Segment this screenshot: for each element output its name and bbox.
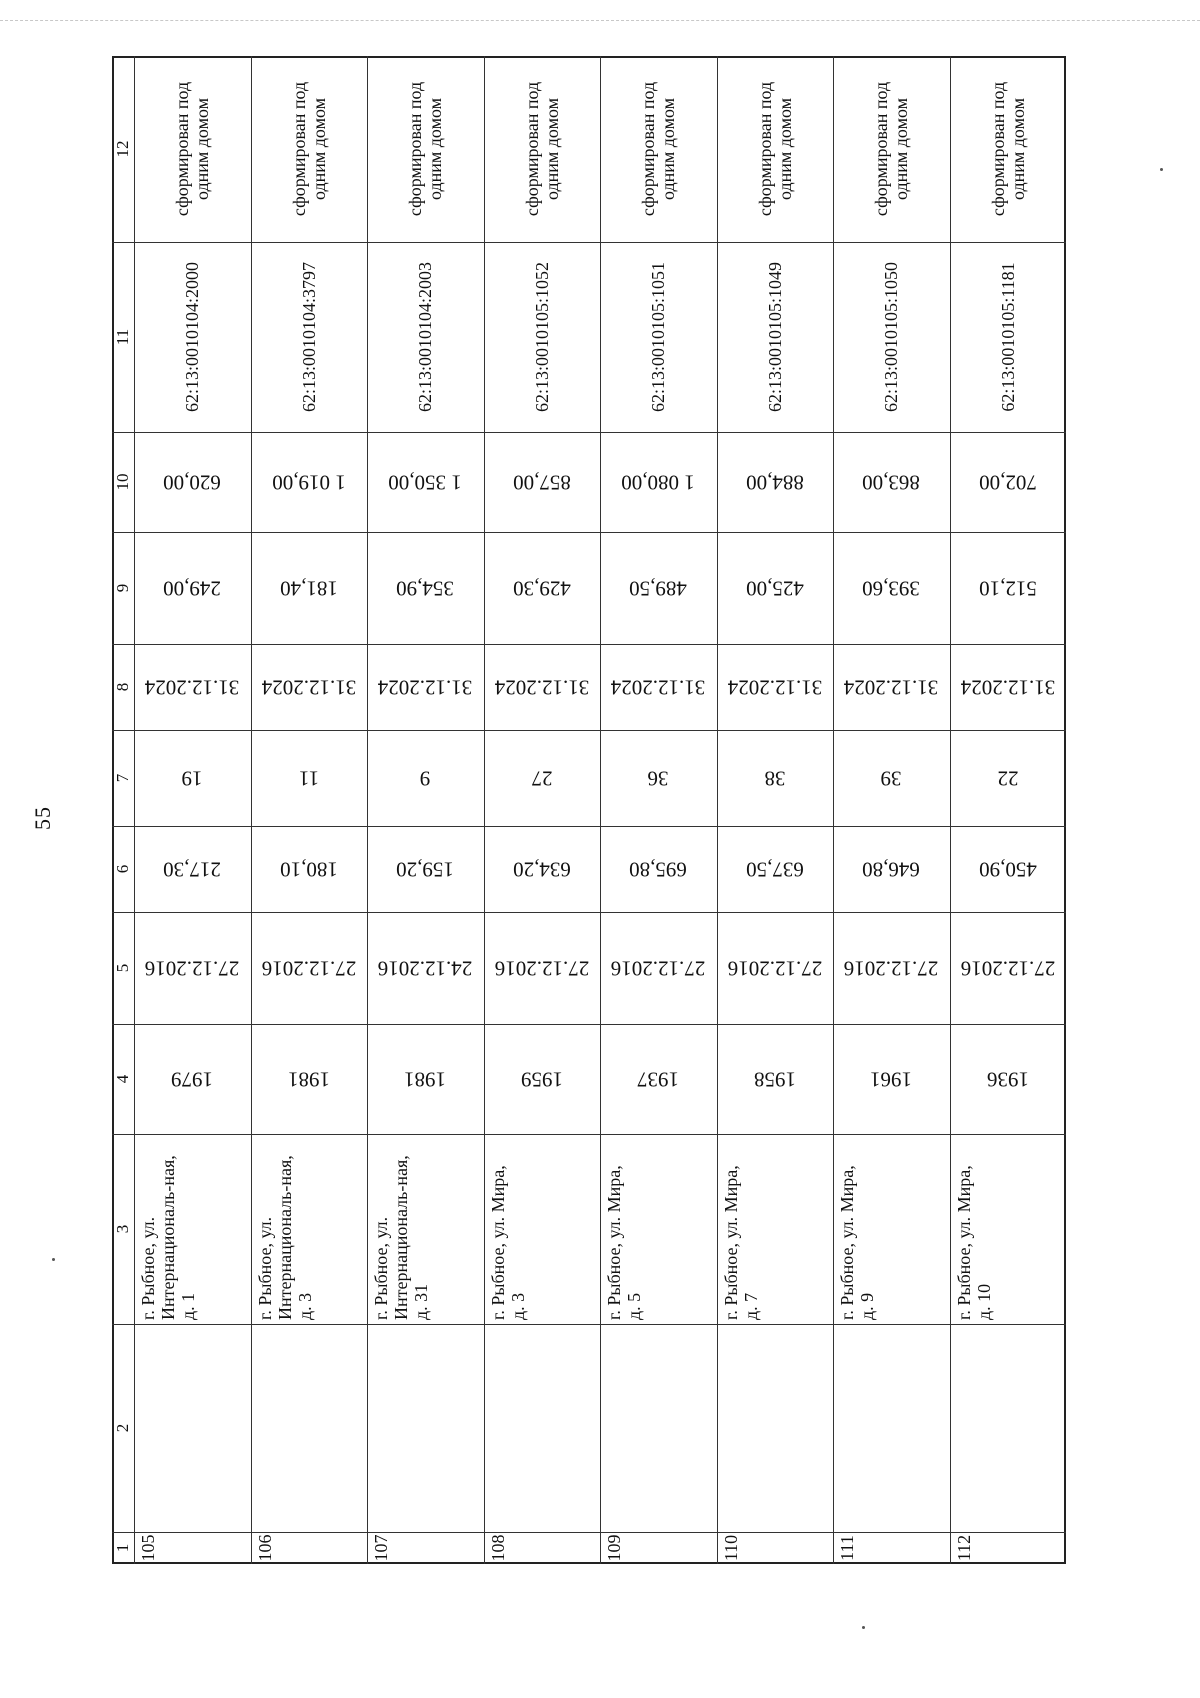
table-cell-status xyxy=(367,56,484,242)
cell-text-num: 110 xyxy=(720,1534,741,1562)
column-header-label: 10 xyxy=(113,473,132,491)
column-header xyxy=(112,912,134,1024)
cell-text-count: 27 xyxy=(531,766,553,791)
column-header xyxy=(112,826,134,912)
cell-text-col9: 249,00 xyxy=(163,576,222,601)
cell-text-area: 695,80 xyxy=(629,857,688,882)
table-cell-col10 xyxy=(600,432,717,532)
table-cell-deadline xyxy=(950,644,1067,730)
table-cell-col10 xyxy=(134,432,251,532)
cell-text-area: 159,20 xyxy=(396,857,455,882)
table-cell-col9 xyxy=(600,532,717,644)
table-cell-status xyxy=(833,56,950,242)
table-cell-count xyxy=(600,730,717,826)
cell-text-cadastral: 62:13:0010104:2003 xyxy=(415,261,436,413)
table-cell-col10 xyxy=(367,432,484,532)
table-cell-area xyxy=(717,826,834,912)
table-cell-deadline xyxy=(717,644,834,730)
table-cell-cadastral xyxy=(367,242,484,432)
page-number: 55 xyxy=(30,806,55,830)
table-cell-num xyxy=(367,1532,484,1564)
cell-text-status: сформирован под одним домом xyxy=(871,81,912,217)
cell-text-col10: 702,00 xyxy=(978,470,1037,495)
table-cell-status xyxy=(484,56,601,242)
cell-text-num: 107 xyxy=(371,1534,391,1562)
table-cell-area xyxy=(367,826,484,912)
cell-text-count: 36 xyxy=(647,766,669,791)
table-cell-count xyxy=(484,730,601,826)
column-header-label: 9 xyxy=(113,583,132,593)
cell-text-num: 106 xyxy=(254,1534,275,1562)
table-cell-cadastral xyxy=(484,242,601,432)
column-header-label: 3 xyxy=(113,1224,132,1234)
table-cell-status xyxy=(600,56,717,242)
table-cell-count xyxy=(950,730,1067,826)
cell-text-status: сформирован под одним домом xyxy=(288,81,329,217)
cell-text-deadline: 31.12.2024 xyxy=(261,675,356,700)
table-cell-address xyxy=(950,1134,1067,1324)
cell-text-col10: 863,00 xyxy=(862,470,921,495)
table-cell-status xyxy=(717,56,834,242)
cell-text-col9: 512,10 xyxy=(978,576,1037,601)
table-cell-deadline xyxy=(600,644,717,730)
table-cell-status xyxy=(134,56,251,242)
table-cell-col10 xyxy=(950,432,1067,532)
column-header xyxy=(112,730,134,826)
cell-text-address: г. Рыбное, ул. Мира, д. 10 xyxy=(953,1165,994,1320)
cell-text-col10: 884,00 xyxy=(745,470,804,495)
table-cell-col9 xyxy=(251,532,368,644)
table-cell-col2 xyxy=(600,1324,717,1532)
column-header-label: 7 xyxy=(113,773,132,783)
table-cell-address xyxy=(251,1134,368,1324)
table-cell-num xyxy=(600,1532,717,1564)
cell-text-col10: 1 019,00 xyxy=(272,470,346,495)
column-header xyxy=(112,1024,134,1134)
cell-text-area: 646,80 xyxy=(862,857,921,882)
cell-text-deadline: 31.12.2024 xyxy=(494,675,589,700)
cell-text-col10: 1 350,00 xyxy=(388,470,462,495)
cell-text-count: 11 xyxy=(298,766,319,791)
table-cell-cadastral xyxy=(600,242,717,432)
table-cell-count xyxy=(134,730,251,826)
table-cell-num xyxy=(717,1532,834,1564)
table-cell-status xyxy=(251,56,368,242)
table-cell-date xyxy=(367,912,484,1024)
cell-text-col9: 429,30 xyxy=(512,576,571,601)
table-cell-date xyxy=(717,912,834,1024)
table-cell-year xyxy=(251,1024,368,1134)
table-cell-area xyxy=(950,826,1067,912)
cell-text-deadline: 31.12.2024 xyxy=(844,675,939,700)
column-header-label: 8 xyxy=(113,682,132,692)
cell-text-col9: 354,90 xyxy=(396,576,455,601)
table-cell-cadastral xyxy=(717,242,834,432)
cell-text-address: г. Рыбное, ул. Интернациональ-ная, д. 3 xyxy=(254,1155,315,1320)
cell-text-address: г. Рыбное, ул. Интернациональ-ная, д. 1 xyxy=(138,1155,198,1320)
table-cell-cadastral xyxy=(134,242,251,432)
cell-text-cadastral: 62:13:0010105:1052 xyxy=(531,261,552,413)
table-cell-date xyxy=(833,912,950,1024)
cell-text-address: г. Рыбное, ул. Мира, д. 7 xyxy=(720,1165,761,1320)
table-cell-col2 xyxy=(717,1324,834,1532)
cell-text-deadline: 31.12.2024 xyxy=(960,675,1055,700)
table-cell-col10 xyxy=(833,432,950,532)
cell-text-address: г. Рыбное, ул. Мира, д. 5 xyxy=(604,1165,644,1320)
cell-text-count: 39 xyxy=(880,766,902,791)
table-cell-year xyxy=(717,1024,834,1134)
table-cell-date xyxy=(251,912,368,1024)
cell-text-date: 27.12.2016 xyxy=(261,956,356,981)
column-header xyxy=(112,432,134,532)
table-cell-col2 xyxy=(251,1324,368,1532)
table-cell-date xyxy=(484,912,601,1024)
table-cell-count xyxy=(367,730,484,826)
table-cell-area xyxy=(484,826,601,912)
cell-text-area: 180,10 xyxy=(279,857,338,882)
cell-text-num: 105 xyxy=(138,1534,158,1562)
cell-text-date: 27.12.2016 xyxy=(611,956,706,981)
scan-edge xyxy=(0,0,1200,21)
cell-text-cadastral: 62:13:0010104:2000 xyxy=(182,261,203,413)
table-cell-count xyxy=(251,730,368,826)
table-cell-col10 xyxy=(484,432,601,532)
cell-text-cadastral: 62:13:0010105:1181 xyxy=(997,262,1018,412)
cell-text-year: 1961 xyxy=(870,1067,913,1092)
table-cell-address xyxy=(600,1134,717,1324)
table-cell-area xyxy=(134,826,251,912)
cell-text-status: сформирован под одним домом xyxy=(405,81,446,217)
cell-text-status: сформирован под одним домом xyxy=(172,81,213,217)
cell-text-col9: 425,00 xyxy=(745,576,804,601)
cell-text-cadastral: 62:13:0010105:1050 xyxy=(881,261,902,413)
table-cell-address xyxy=(484,1134,601,1324)
table-cell-num xyxy=(833,1532,950,1564)
cell-text-count: 19 xyxy=(181,766,203,791)
cell-text-num: 111 xyxy=(837,1535,857,1561)
cell-text-year: 1958 xyxy=(753,1067,796,1092)
column-header xyxy=(112,1134,134,1324)
cell-text-year: 1937 xyxy=(637,1067,680,1092)
table-cell-deadline xyxy=(251,644,368,730)
cell-text-count: 38 xyxy=(764,766,786,791)
cell-text-col9: 489,50 xyxy=(629,576,688,601)
table-cell-col9 xyxy=(367,532,484,644)
column-header xyxy=(112,1532,134,1564)
cell-text-date: 27.12.2016 xyxy=(844,956,939,981)
column-header xyxy=(112,644,134,730)
table-cell-year xyxy=(600,1024,717,1134)
cell-text-num: 108 xyxy=(487,1534,508,1562)
cell-text-col9: 181,40 xyxy=(279,576,338,601)
table-cell-col2 xyxy=(833,1324,950,1532)
cell-text-count: 22 xyxy=(997,766,1019,791)
cell-text-col10: 857,00 xyxy=(512,470,571,495)
cell-text-date: 27.12.2016 xyxy=(145,956,240,981)
column-header xyxy=(112,56,134,242)
table-cell-address xyxy=(833,1134,950,1324)
table-cell-col9 xyxy=(717,532,834,644)
table-cell-num xyxy=(484,1532,601,1564)
column-header xyxy=(112,242,134,432)
column-header-label: 5 xyxy=(113,963,132,973)
cell-text-year: 1959 xyxy=(520,1067,563,1092)
column-header-label: 12 xyxy=(113,140,132,158)
table-cell-count xyxy=(833,730,950,826)
scan-speck xyxy=(52,1258,55,1261)
cell-text-address: г. Рыбное, ул. Интернациональ-ная, д. 31 xyxy=(371,1155,431,1320)
table-cell-area xyxy=(833,826,950,912)
column-header xyxy=(112,532,134,644)
cell-text-date: 24.12.2016 xyxy=(378,956,473,981)
column-header xyxy=(112,1324,134,1532)
cell-text-area: 634,20 xyxy=(512,857,571,882)
table-cell-year xyxy=(833,1024,950,1134)
table-cell-col9 xyxy=(484,532,601,644)
table-cell-deadline xyxy=(484,644,601,730)
table-cell-cadastral xyxy=(833,242,950,432)
cell-text-area: 450,90 xyxy=(978,857,1037,882)
table-cell-year xyxy=(134,1024,251,1134)
table-cell-status xyxy=(950,56,1067,242)
cell-text-cadastral: 62:13:0010104:3797 xyxy=(298,261,319,413)
table-cell-col9 xyxy=(950,532,1067,644)
cell-text-date: 27.12.2016 xyxy=(727,956,822,981)
scan-speck xyxy=(1160,168,1163,171)
table-cell-num xyxy=(134,1532,251,1564)
cell-text-deadline: 31.12.2024 xyxy=(611,675,706,700)
table-cell-year xyxy=(484,1024,601,1134)
table-cell-address xyxy=(717,1134,834,1324)
table-cell-cadastral xyxy=(950,242,1067,432)
column-header-label: 4 xyxy=(113,1074,132,1084)
cell-text-address: г. Рыбное, ул. Мира, д. 9 xyxy=(837,1165,877,1320)
table-cell-date xyxy=(600,912,717,1024)
column-header-label: 6 xyxy=(113,864,132,874)
table-cell-col10 xyxy=(717,432,834,532)
table-cell-deadline xyxy=(134,644,251,730)
cell-text-date: 27.12.2016 xyxy=(960,956,1055,981)
column-header-label: 11 xyxy=(113,328,132,346)
table-cell-area xyxy=(600,826,717,912)
table-cell-col2 xyxy=(134,1324,251,1532)
column-header-label: 2 xyxy=(113,1423,132,1433)
cell-text-year: 1936 xyxy=(986,1067,1029,1092)
table-cell-deadline xyxy=(833,644,950,730)
column-header-label: 1 xyxy=(113,1543,132,1553)
table-cell-num xyxy=(950,1532,1067,1564)
scan-speck xyxy=(862,1626,865,1629)
cell-text-col9: 393,60 xyxy=(862,576,921,601)
data-table xyxy=(112,56,1066,1564)
cell-text-year: 1981 xyxy=(404,1067,447,1092)
cell-text-area: 217,30 xyxy=(163,857,222,882)
table-cell-count xyxy=(717,730,834,826)
cell-text-num: 109 xyxy=(604,1534,624,1562)
cell-text-num: 112 xyxy=(953,1534,974,1562)
table-cell-col9 xyxy=(134,532,251,644)
table-cell-address xyxy=(367,1134,484,1324)
cell-text-deadline: 31.12.2024 xyxy=(378,675,473,700)
cell-text-col10: 1 080,00 xyxy=(621,470,695,495)
table-cell-cadastral xyxy=(251,242,368,432)
table-cell-year xyxy=(367,1024,484,1134)
table-cell-year xyxy=(950,1024,1067,1134)
cell-text-status: сформирован под одним домом xyxy=(521,81,562,217)
cell-text-deadline: 31.12.2024 xyxy=(145,675,240,700)
cell-text-date: 27.12.2016 xyxy=(494,956,589,981)
cell-text-year: 1979 xyxy=(171,1067,214,1092)
cell-text-status: сформирован под одним домом xyxy=(638,81,679,217)
table-cell-col2 xyxy=(950,1324,1067,1532)
table-cell-date xyxy=(950,912,1067,1024)
table-cell-area xyxy=(251,826,368,912)
cell-text-deadline: 31.12.2024 xyxy=(727,675,822,700)
cell-text-status: сформирован под одним домом xyxy=(987,81,1028,217)
table-cell-col2 xyxy=(484,1324,601,1532)
cell-text-col10: 620,00 xyxy=(163,470,222,495)
cell-text-area: 637,50 xyxy=(745,857,804,882)
cell-text-status: сформирован под одним домом xyxy=(754,81,795,217)
table-cell-address xyxy=(134,1134,251,1324)
table-cell-deadline xyxy=(367,644,484,730)
cell-text-cadastral: 62:13:0010105:1051 xyxy=(648,261,669,413)
table-cell-col2 xyxy=(367,1324,484,1532)
cell-text-count: 9 xyxy=(420,766,431,791)
table-cell-col10 xyxy=(251,432,368,532)
cell-text-cadastral: 62:13:0010105:1049 xyxy=(764,261,785,413)
cell-text-year: 1981 xyxy=(287,1067,330,1092)
table-cell-col9 xyxy=(833,532,950,644)
cell-text-address: г. Рыбное, ул. Мира, д. 3 xyxy=(487,1165,528,1320)
table-cell-num xyxy=(251,1532,368,1564)
table-cell-date xyxy=(134,912,251,1024)
